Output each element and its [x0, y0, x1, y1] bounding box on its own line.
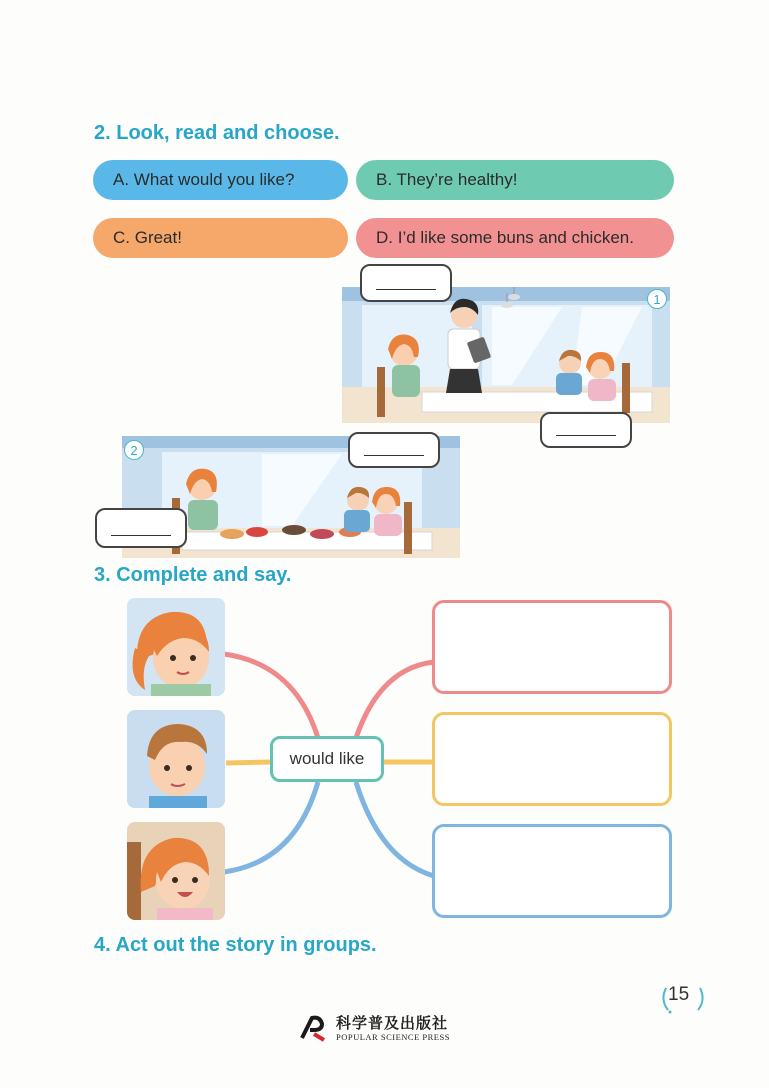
avatar-girl-smiling	[127, 822, 225, 920]
avatar-girl-ponytail	[127, 598, 225, 696]
option-d-label: D. I’d like some buns and chicken.	[376, 228, 634, 247]
girl-smiling-portrait	[127, 822, 225, 920]
publisher-logo-icon	[298, 1012, 328, 1042]
girl-ponytail-portrait	[127, 598, 225, 696]
option-b-label: B. They’re healthy!	[376, 170, 518, 189]
option-a-label: A. What would you like?	[113, 170, 295, 189]
mind-map-center	[270, 736, 384, 782]
option-c-label: C. Great!	[113, 228, 182, 247]
boy-portrait	[127, 710, 225, 808]
answer-box-top[interactable]	[432, 600, 672, 694]
publisher-name-cn: 科学普及出版社	[336, 1014, 449, 1032]
section-2-heading: 2. Look, read and choose.	[94, 122, 340, 144]
answer-box-middle[interactable]	[432, 712, 672, 806]
publisher-name-en: POPULAR SCIENCE PRESS	[336, 1032, 450, 1042]
page-number: 15	[668, 984, 690, 1005]
scene-number-1: 1	[647, 289, 667, 309]
center-label: would like	[289, 749, 365, 768]
scene-number-2: 2	[124, 440, 144, 460]
answer-box-bottom[interactable]	[432, 824, 672, 918]
section-3-heading: 3. Complete and say.	[94, 564, 292, 586]
avatar-boy	[127, 710, 225, 808]
section-4-heading: 4. Act out the story in groups.	[94, 934, 377, 956]
